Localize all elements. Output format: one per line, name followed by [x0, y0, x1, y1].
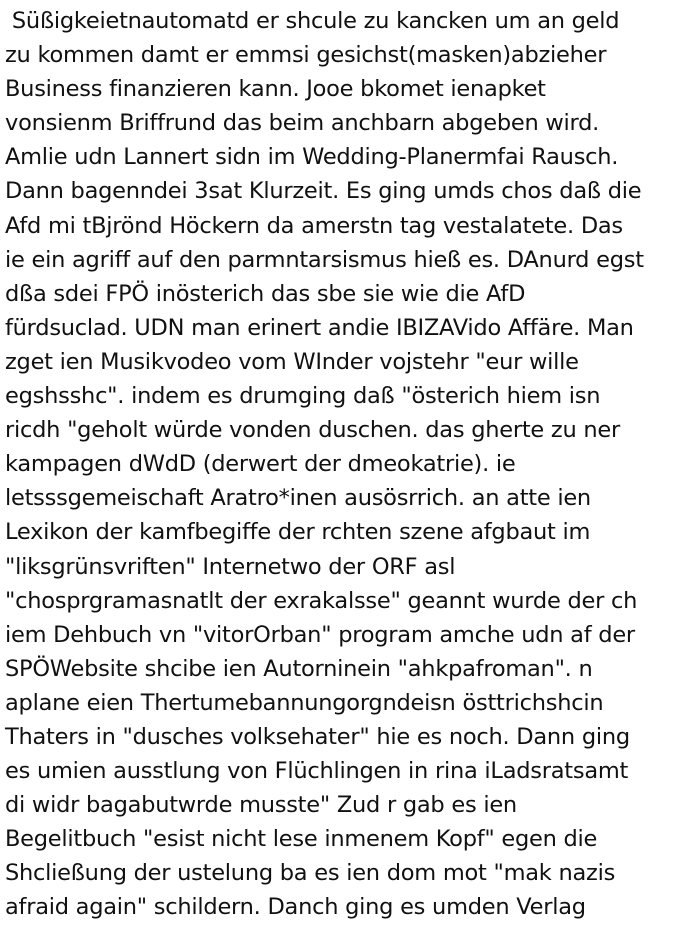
text-line-13: ricdh "geholt würde vonden duschen. das gherte zu ner — [5, 417, 620, 444]
text-line-20: SPÖWebsite shcibe ien Autorninein "ahkpafroman". n — [5, 655, 593, 682]
text-line-22: Thaters in "dusches volksehater" hie es noch. Dann ging — [5, 723, 630, 750]
text-line-21: aplane eien Thertumebannungorgndeisn östtrichshcin — [5, 689, 604, 716]
text-line-12: egshsshc". indem es drumging daß "österich hiem isn — [5, 383, 601, 410]
text-line-15: letsssgemeischaft Aratro*inen ausösrrich. an atte ien — [5, 485, 591, 512]
text-line-17: "liksgrünsvriften" Internetwo der ORF asl — [5, 553, 456, 580]
text-line-6: Dann bagenndei 3sat Klurzeit. Es ging umds chos daß die — [5, 178, 642, 205]
text-line-27: afraid again" schildern. Danch ging es umden Verlag — [5, 894, 586, 921]
text-line-7: Afd mi tBjrönd Höckern da amerstn tag vestalatete. Das — [5, 212, 623, 239]
text-line-5: Amlie udn Lannert sidn im Wedding-Planermfai Rausch. — [5, 144, 619, 171]
text-line-4: vonsienm Briffrund das beim anchbarn abgeben wird. — [5, 110, 600, 137]
text-line-24: di widr bagabutwrde musste" Zud r gab es ien — [5, 792, 517, 819]
text-line-3: Business finanzieren kann. Jooe bkomet ienapket — [5, 76, 546, 103]
text-line-23: es umien ausstlung von Flüchlingen in rina iLadsratsamt — [5, 758, 629, 785]
text-line-8: ie ein agriff auf den parmntarsismus hieß es. DAnurd egst — [5, 246, 644, 273]
text-line-1: Süßigkeietnautomatd er shcule zu kancken um an geld — [5, 8, 620, 34]
text-line-10: fürdsuclad. UDN man erinert andie IBIZAVido Affäre. Man — [5, 314, 634, 341]
text-line-9: dßa sdei FPÖ inösterich das sbe sie wie die AfD — [5, 280, 526, 307]
text-line-14: kampagen dWdD (derwert der dmeokatrie). ie — [5, 451, 516, 478]
text-line-19: iem Dehbuch vn "vitorOrban" program amche udn af der — [5, 621, 635, 648]
text-line-11: zget ien Musikvodeo vom WInder vojstehr "eur wille — [5, 348, 579, 375]
text-line-18: "chosprgramasnatlt der exrakalsse" geannt wurde der ch — [5, 587, 638, 614]
text-line-26: Shcließung der ustelung ba es ien dom mot "mak nazis — [5, 860, 616, 887]
text-line-16: Lexikon der kamfbegiffe der rchten szene afgbaut im — [5, 519, 591, 546]
text-line-2: zu kommen damt er emmsi gesichst(masken)abzieher — [5, 42, 607, 69]
text-line-25: Begelitbuch "esist nicht lese inmenem Kopf" egen die — [5, 826, 598, 853]
